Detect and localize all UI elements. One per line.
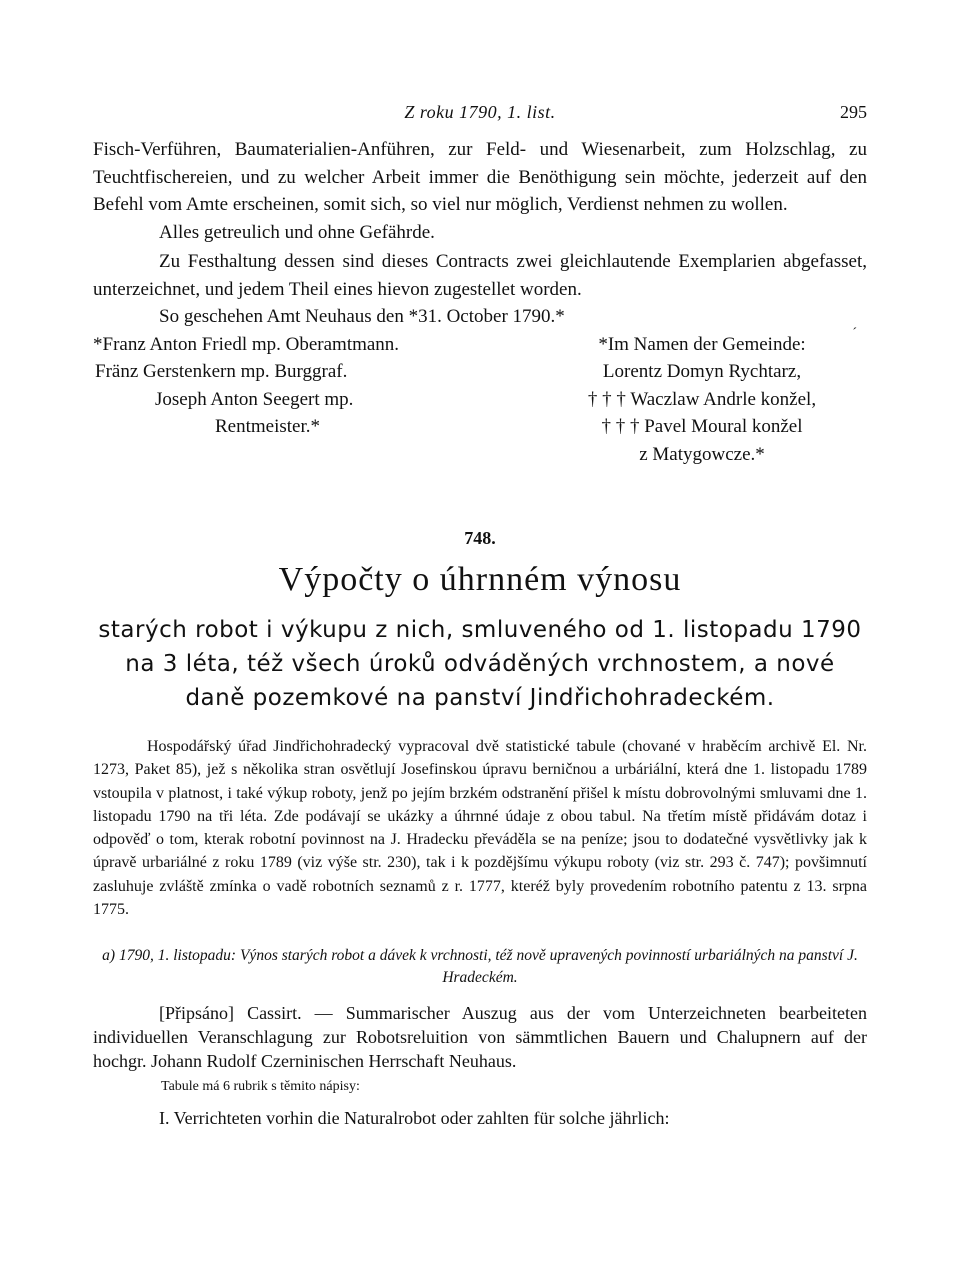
table-note: Tabule má 6 rubrik s těmito nápisy: [161, 1079, 360, 1095]
stray-accent-mark: ´ [852, 326, 857, 341]
signatures-officials [93, 331, 463, 469]
signature-line: *Franz Anton Friedl mp. Oberamtmann. [93, 333, 400, 355]
entry-subtitle [93, 613, 867, 715]
signature-line: *Im Namen der Gemeinde: [598, 333, 806, 355]
document-label: a) [102, 947, 116, 965]
subtitle-line: na 3 léta, též všech úroků odváděných vrchnostem, a nové [125, 651, 835, 677]
signature-line: Joseph Anton Seegert mp. [155, 388, 354, 410]
signature-line: Rentmeister.* [215, 416, 321, 437]
page-number: 295 [840, 102, 867, 122]
document-body: [Připsáno] Cassirt. — Summarischer Auszug aus der vom Unterzeichneten bearbeiteten individuellen Veranschlagung zur Robotsreluition von sämmtlichen Bauern und Chalupnern auf der hochgr. Johann Rudolf Czerninischen Herrschaft Neuhaus. [93, 1003, 867, 1072]
paragraph-continuation: Fisch-Verführen, Baumaterialien-Anführen, zur Feld- und Wiesenarbeit, zum Holzschlag, zu Teuchtfischereien, und zu welcher Arbeit immer die Benöthigung sein möchte, jederzeit auf den Befehl vom Amte erscheinen, somit sich, so viel nur möglich, Verdienst nehmen zu wollen. [93, 139, 867, 215]
signature-line: † † † Pavel Moural konžel [601, 416, 803, 437]
subtitle-line: daně pozemkové na panství Jindřichohradeckém. [185, 685, 775, 711]
signature-line: Lorentz Domyn Rychtarz, [602, 361, 802, 382]
running-head: Z roku 1790, 1. list. [404, 102, 556, 122]
paragraph-closing-formula: Alles getreulich und ohne Gefährde. [159, 221, 435, 243]
subtitle-line: starých robot i výkupu z nich, smluveného od 1. listopadu 1790 [98, 617, 862, 643]
document-heading [93, 945, 867, 989]
signature-line: Fränz Gerstenkern mp. Burggraf. [95, 361, 348, 382]
paragraph-contract-copies: Zu Festhaltung dessen sind dieses Contracts zwei gleichlautende Exemplarien abgefasset, unterzeichnet, und jedem Theil eines hievon zugestellet worden. [93, 251, 867, 300]
page-header [93, 102, 867, 136]
signature-block [93, 331, 867, 469]
signatures-community [537, 331, 867, 469]
document-title: Výnos starých robot a dávek k vrchnosti, též nově upravených povinností urbariálných na panství J. Hradeckém. [239, 947, 858, 987]
page [93, 102, 867, 1131]
intro-paragraph: Hospodářský úřad Jindřichohradecký vypracoval dvě statistické tabule (chované v hraběcím archivě El. Nr. 1273, Paket 85), jež s několika stran osvětlují Josefinskou úpravu berničnou a urbáriální, která dne 1. listopadu 1789 vstoupila v platnost, i také výkup roboty, jenž po jejím brzkém odstranění přišel k místu dobrovolnými smluvami dne 1. listopadu 1790 na tři léta. Zde podávají se ukázky a úhrnné údaje z obou tabul. Na třetím místě přidávám dotaz i odpověď o tom, kterak robotní povinnost na J. Hradecku převáděla se na peníze; jsou to dodatečné vysvětlivky jak k úpravě urbariálné z roku 1789 (viz výše str. 230), tak i k pozdějšímu výkupu roboty (viz str. 293 č. 747); povšimnutí zasluhuje zvláště zmínka o vadě robotních seznamů z r. 1777, kteréž byly provedením robotního patentu z 13. srpna 1775. [93, 738, 867, 919]
entry-number: 748. [464, 528, 496, 548]
paragraph-dated: So geschehen Amt Neuhaus den *31. October 1790.* [159, 306, 565, 327]
editor-introduction [93, 735, 867, 921]
signature-line: z Matygowcze.* [639, 443, 765, 465]
entry-title: Výpočty o úhrnném výnosu [278, 561, 682, 598]
document-date: 1790, 1. listopadu: [118, 947, 237, 965]
table-item: I. Verrichteten vorhin die Naturalrobot oder zahlten für solche jährlich: [159, 1108, 670, 1129]
signature-line: † † † Waczlaw Andrle konžel, [587, 388, 817, 410]
